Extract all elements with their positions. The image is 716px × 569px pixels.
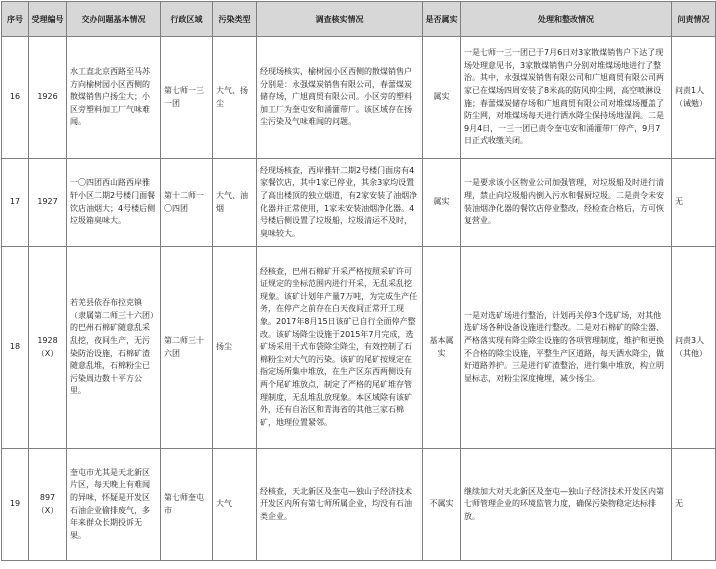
- cell-survey: 经核查，天北新区及奎屯—独山子经济技术开发区内所有第七师所属企业，均没有石油类企业。: [257, 449, 423, 561]
- cell-accountability: 问责1人（诫勉）: [672, 37, 716, 159]
- cell-seq: 16: [2, 37, 29, 159]
- header-verified: 是否属实: [423, 2, 461, 37]
- header-handling: 处理和整改情况: [461, 2, 672, 37]
- cell-verified: 不属实: [423, 449, 461, 561]
- cell-verified: 属实: [423, 37, 461, 159]
- cell-seq: 17: [2, 159, 29, 247]
- cell-verified: 属实: [423, 159, 461, 247]
- cell-handling: 一是要求该小区物业公司加强管理，对垃圾船及时进行清理，禁止向垃圾船内倒入污水和餐厨垃圾。二是责令未安装油烟净化器的餐饮店停业整改，经检查合格后，方可恢复营业。: [461, 159, 672, 247]
- header-accountability: 问责情况: [672, 2, 716, 37]
- header-survey: 调查核实情况: [257, 2, 423, 37]
- cell-survey: 经现场核实，榆树园小区西侧的散煤销售户分别是：永强煤炭销售有限公司，春蕾煤炭储存场，广旭商贸有限公司。小区旁的塑料加工厂为奎屯安和涌灌带厂。该区域存在扬尘污染及气味难闻的问题。: [257, 37, 423, 159]
- cell-issue: 若羌县依吞布拉克镇（隶属第二师三十六团）的巴州石棉矿随意乱采乱挖，夜间生产，无污染防治设施，石棉矿渣随意乱堆，石棉粉尘已污染周边数十平方公里。: [67, 247, 161, 449]
- cell-handling: 一是对选矿场进行整治，计划再关停3个选矿场，对其他选矿场各种设备设施进行整改。二是对石棉矿的除尘器、严格落实现有降尘除尘设施的各项管理制度，维护和更换不合格的除尘设施，平整生产区道路，每天洒水降尘，做好道路养护。三是进行矿渣整治，进行集中堆放，构立明显标志，对粉尘深度掩埋，减少扬尘。: [461, 247, 672, 449]
- cell-accountability: 无: [672, 449, 716, 561]
- cell-region: 第七师一三一团: [161, 37, 213, 159]
- cell-pollution: 大气、油烟: [213, 159, 257, 247]
- cell-handling: 一是七师一三一团已于7月6日对3家散煤销售户下达了现场处理意见书，3家散煤销售户分别对堆煤场地进行了整治。其中，永强煤炭销售有限公司和广旭商贸有限公司两家已在煤场四周安装了8米高的防风抑尘网，高空喷淋设施；春蕾煤炭储存场和广旭商贸有限公司对堆煤场覆盖了防尘网，对堆煤场每天进行洒水降尘保持场地湿润。二是9月4日，一三一团已责令奎屯安和涌灌带厂停产，9月7日正式收缴关闭。: [461, 37, 672, 159]
- header-pollution: 污染类型: [213, 2, 257, 37]
- table-row: [2, 449, 716, 561]
- cell-num: 1927: [29, 159, 67, 247]
- cell-region: 第二师三十六团: [161, 247, 213, 449]
- header-num: 受理编号: [29, 2, 67, 37]
- cell-accountability: 无: [672, 159, 716, 247]
- cell-seq: 18: [2, 247, 29, 449]
- table-row: [2, 247, 716, 449]
- table-row: [2, 159, 716, 247]
- cell-accountability: 问责3人（其他）: [672, 247, 716, 449]
- cell-survey: 经现场核查，西岸雅轩二期2号楼门面房有4家餐饮店，其中1家已停业，其余3家均设置了高出楼顶的独立烟道，有2家安装了油烟净化器并正常使用，1家未安装油烟净化器。4号楼后侧设置了垃圾船，垃圾清运不及时，臭味较大。: [257, 159, 423, 247]
- cell-num: 897（X）: [29, 449, 67, 561]
- cell-pollution: 大气、扬尘: [213, 37, 257, 159]
- cell-region: 第十二师一〇四团: [161, 159, 213, 247]
- cell-issue: 水工直北京西路至马苏方向榆树园小区西侧的散煤销售户扬尘大；小区旁塑料加工厂气味难闻。: [67, 37, 161, 159]
- cell-num: 1926: [29, 37, 67, 159]
- cell-num: 1928（X）: [29, 247, 67, 449]
- cell-handling: 继续加大对天北新区及奎屯—独山子经济技术开发区内第七师管理企业的环境监管力度，确保污染物稳定达标排放。: [461, 449, 672, 561]
- cell-pollution: 大气: [213, 449, 257, 561]
- header-seq: 序号: [2, 2, 29, 37]
- cell-survey: 经核查，巴州石棉矿开采严格按照采矿许可证规定的坐标范围内进行开采，无乱采乱挖现象。该矿计划年产量7万吨，为完成生产任务，在停产之前存在白天夜间正常开工现象。2017年8月15日该矿已自行全面停产整改。该矿场降尘设施于2015年7月完成，选矿场采用干式布袋除尘降尘，有效控制了石棉粉尘对大气的污染。该矿的尾矿按规定在指定场所集中堆放，在生产区东西两侧设有两个尾矿堆放点，制定了严格的尾矿堆存管理制度，无乱堆乱放现象。本区域除有该矿外，还有自治区和青海省的其他三家石棉矿，地理位置紧邻。: [257, 247, 423, 449]
- cell-pollution: 扬尘: [213, 247, 257, 449]
- header-issue: 交办问题基本情况: [67, 2, 161, 37]
- complaint-table: [1, 1, 716, 561]
- cell-issue: 奎屯市尤其是天北新区片区，每天晚上有难闻的异味，怀疑是开发区石油企业偷排废气，多年来群众长期投诉无果。: [67, 449, 161, 561]
- cell-verified: 基本属实: [423, 247, 461, 449]
- cell-seq: 19: [2, 449, 29, 561]
- cell-issue: 一〇四团西山路西岸雅轩小区二期2号楼门面餐饮店油烟大；4号楼后侧垃圾箱臭味大。: [67, 159, 161, 247]
- table-header-row: [2, 2, 716, 37]
- header-region: 行政区域: [161, 2, 213, 37]
- table-row: [2, 37, 716, 159]
- cell-region: 第七师奎屯市: [161, 449, 213, 561]
